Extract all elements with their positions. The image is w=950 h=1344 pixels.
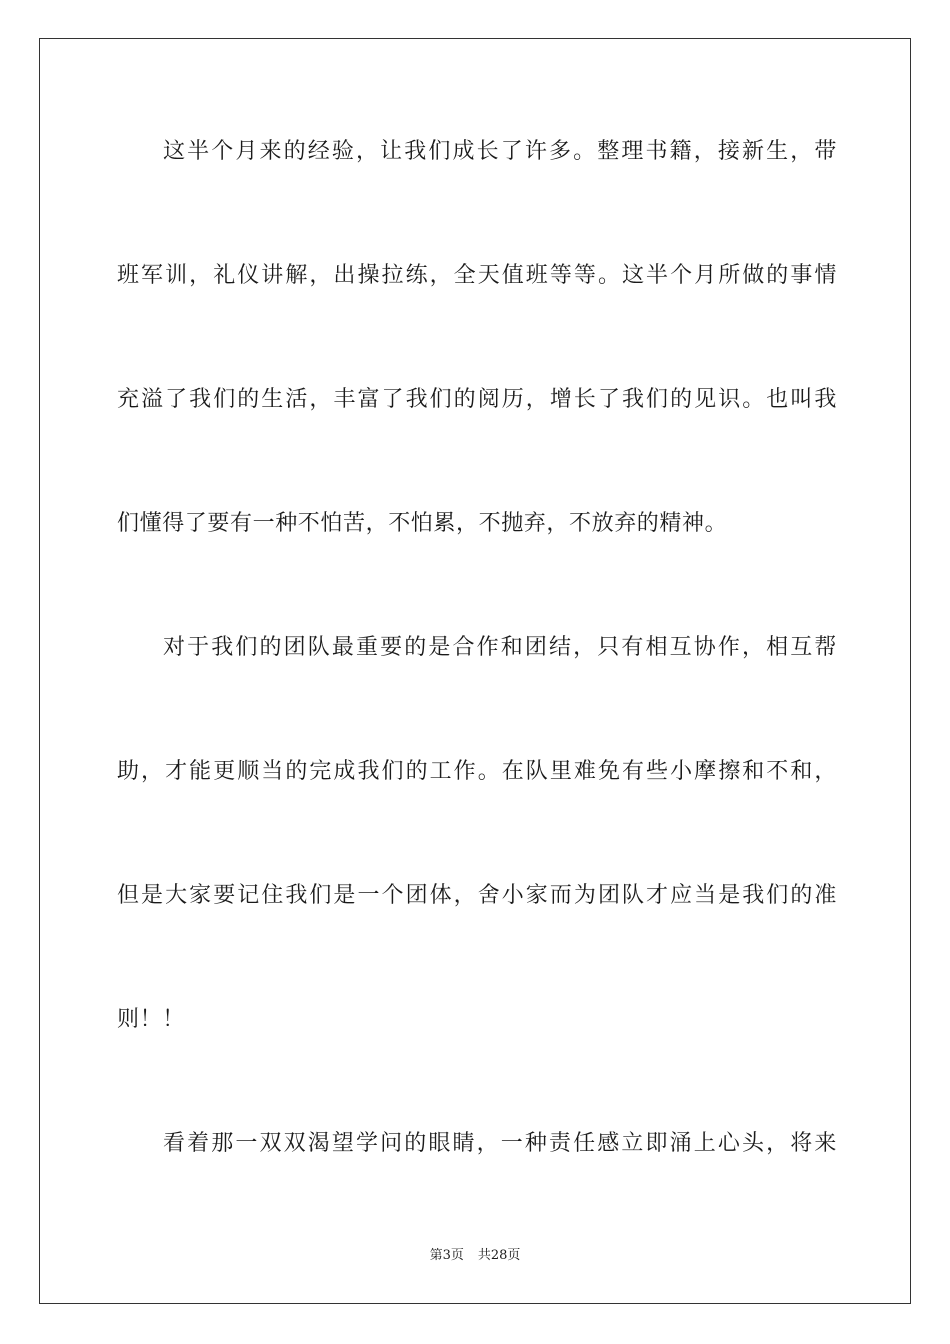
paragraph-2-line-3: 但是大家要记住我们是一个团体，舍小家而为团队才应当是我们的准: [117, 883, 837, 908]
paragraph-3-line-1: 看着那一双双渴望学问的眼睛，一种责任感立即涌上心头，将来: [163, 1131, 837, 1156]
paragraph-1-line-3: 充溢了我们的生活，丰富了我们的阅历，增长了我们的见识。也叫我: [117, 387, 837, 412]
paragraph-2-line-4: 则！！: [117, 1007, 185, 1032]
page-total: 共28页: [477, 1248, 521, 1263]
page-border: [39, 38, 911, 1304]
page-footer: [0, 1244, 950, 1263]
page-number: 第3页: [429, 1248, 464, 1263]
paragraph-2-line-2: 助，才能更顺当的完成我们的工作。在队里难免有些小摩擦和不和，: [117, 759, 837, 784]
paragraph-1-line-1: 这半个月来的经验，让我们成长了许多。整理书籍，接新生，带: [163, 139, 837, 164]
paragraph-1-line-4: 们懂得了要有一种不怕苦，不怕累，不抛弃，不放弃的精神。: [117, 511, 728, 536]
paragraph-1-line-2: 班军训，礼仪讲解，出操拉练，全天值班等等。这半个月所做的事情: [117, 263, 837, 288]
paragraph-2-line-1: 对于我们的团队最重要的是合作和团结，只有相互协作，相互帮: [163, 635, 837, 660]
